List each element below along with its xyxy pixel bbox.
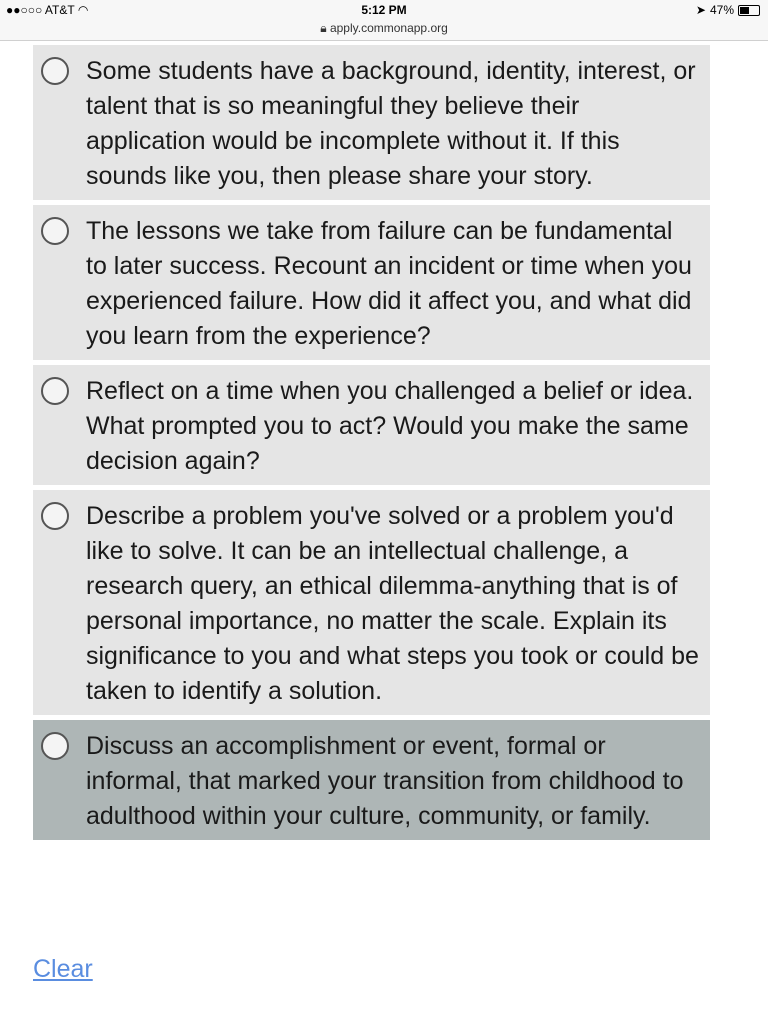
clear-link[interactable]: Clear: [33, 955, 93, 983]
prompt-text: Discuss an accomplishment or event, formal or informal, that marked your transition from childhood to adulthood within your culture, community, or family.: [86, 732, 684, 830]
radio-button[interactable]: [41, 732, 69, 760]
clock: 5:12 PM: [361, 3, 407, 17]
prompt-option[interactable]: [33, 45, 710, 200]
prompt-text: Some students have a background, identity, interest, or talent that is so meaningful they believe their application would be incomplete without it. If this sounds like you, then please share your story.: [86, 57, 696, 190]
essay-prompt-list: [33, 45, 710, 845]
prompt-option[interactable]: [33, 205, 710, 360]
location-icon: ➤: [695, 3, 706, 17]
radio-button[interactable]: [41, 57, 69, 85]
radio-button[interactable]: [41, 217, 69, 245]
status-bar: [0, 0, 768, 41]
wifi-icon: ◠: [77, 3, 89, 17]
prompt-text: The lessons we take from failure can be fundamental to later success. Recount an incident or time when you experienced failure. How did it affect you, and what did you learn from the experience?: [86, 217, 692, 350]
radio-button[interactable]: [41, 377, 69, 405]
prompt-text: Reflect on a time when you challenged a belief or idea. What prompted you to act? Would you make the same decision again?: [86, 377, 694, 475]
status-right: [696, 3, 760, 17]
prompt-option-hovered[interactable]: [33, 720, 710, 840]
address-bar[interactable]: [0, 21, 768, 36]
prompt-text: Describe a problem you've solved or a problem you'd like to solve. It can be an intellectual challenge, a research query, an ethical dilemma-anything that is of personal importance, no matter the scale. Explain its significance to you and what steps you took or could be taken to identify a solution.: [86, 502, 699, 705]
radio-button[interactable]: [41, 502, 69, 530]
lock-icon: 🔒︎: [320, 21, 327, 35]
url-text: apply.commonapp.org: [329, 21, 448, 35]
battery-percent: 47%: [709, 3, 734, 17]
carrier-label: ●●○○○ AT&T: [6, 3, 75, 17]
prompt-option[interactable]: [33, 490, 710, 715]
prompt-option[interactable]: [33, 365, 710, 485]
battery-icon: [738, 5, 760, 16]
